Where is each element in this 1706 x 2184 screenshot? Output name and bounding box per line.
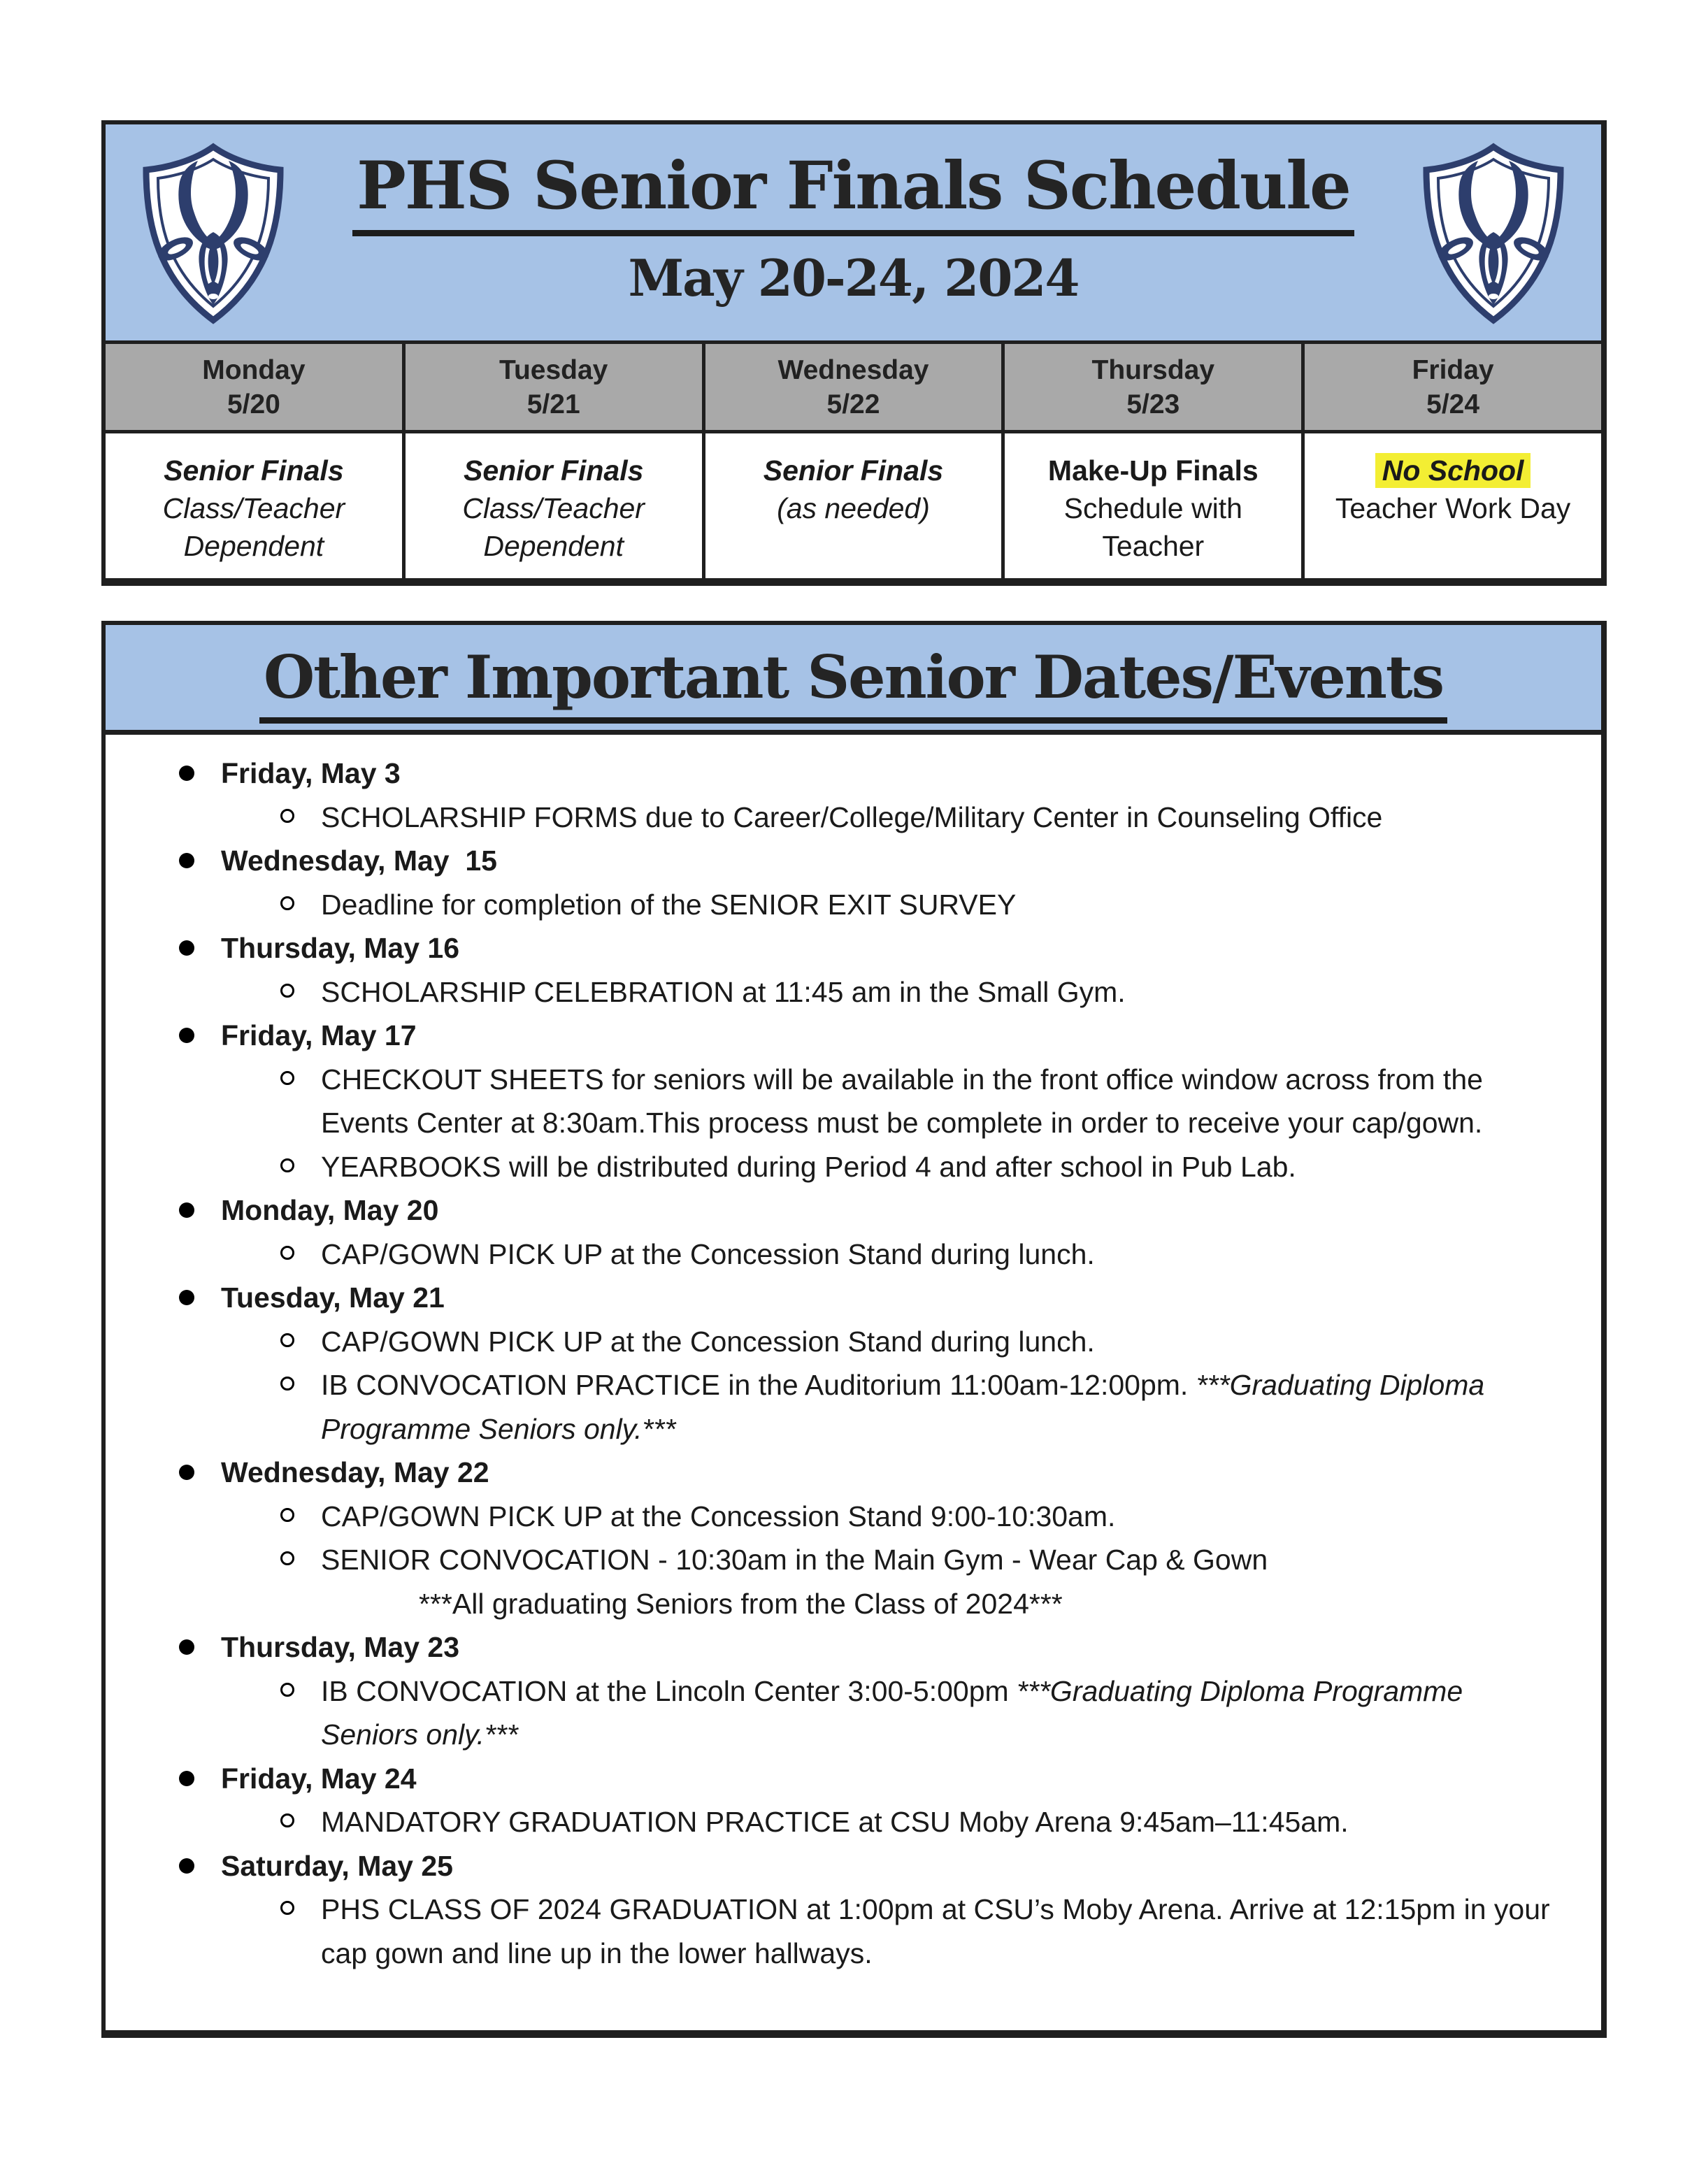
bullet-circle-icon <box>280 1508 294 1522</box>
event-item-line <box>321 1800 1559 1844</box>
event-item-text <box>321 1233 1559 1277</box>
event-item-extra-line: ***All graduating Seniors from the Class of 2024*** <box>419 1587 1063 1620</box>
event-day-row <box>179 1276 1559 1320</box>
event-item-line <box>321 796 1559 840</box>
finals-table-day-row <box>106 340 1601 433</box>
bullet-dot-icon <box>179 1202 194 1218</box>
event-item-row <box>179 1320 1559 1364</box>
event-item-text <box>321 1669 1559 1757</box>
event-day-label: Tuesday, May 21 <box>221 1281 445 1314</box>
event-item-line <box>321 1233 1559 1277</box>
event-item-text <box>321 1145 1559 1189</box>
event-day-row <box>179 926 1559 970</box>
bullet-circle-icon <box>280 1071 294 1085</box>
finals-table-body-row <box>106 433 1601 578</box>
bullet-circle-icon <box>280 1377 294 1391</box>
bullet-circle-icon <box>280 1246 294 1260</box>
schedule-cell-body: Schedule with Teacher <box>1063 492 1242 562</box>
finals-schedule-box <box>101 120 1607 586</box>
schedule-cell <box>106 433 406 578</box>
finals-header <box>106 124 1601 340</box>
event-item-run: SCHOLARSHIP FORMS due to Career/College/Military Center in Counseling Office <box>321 800 1383 833</box>
bullet-circle-icon <box>280 1813 294 1827</box>
schedule-cell <box>1305 433 1601 578</box>
event-item-line <box>321 883 1559 927</box>
bullet-dot-icon <box>179 1858 194 1874</box>
day-name: Friday <box>1412 354 1494 385</box>
event-item-row <box>179 1538 1559 1625</box>
event-item-row <box>179 1058 1559 1145</box>
day-date: 5/21 <box>526 389 580 419</box>
event-day-row <box>179 1625 1559 1669</box>
event-item-text <box>321 1320 1559 1364</box>
bullet-circle-icon <box>280 1551 294 1565</box>
schedule-cell-body: Class/Teacher Dependent <box>162 492 345 562</box>
schedule-cell-body: Class/Teacher Dependent <box>462 492 645 562</box>
event-day-row <box>179 839 1559 883</box>
event-item-row <box>179 1888 1559 1975</box>
event-item-run: CAP/GOWN PICK UP at the Concession Stand 9:00-10:30am. <box>321 1500 1116 1532</box>
event-day-row <box>179 1451 1559 1495</box>
event-day-label: Friday, May 3 <box>221 757 401 789</box>
bullet-circle-icon <box>280 1158 294 1172</box>
bullet-dot-icon <box>179 1639 194 1655</box>
bullet-dot-icon <box>179 1028 194 1043</box>
bullet-dot-icon <box>179 766 194 781</box>
day-header-cell <box>705 344 1005 430</box>
event-item-run: CHECKOUT SHEETS for seniors will be available in the front office window across from the Events Center at 8:30am.This process must be complete in order to receive your cap/gown. <box>321 1063 1491 1139</box>
schedule-cell <box>1005 433 1305 578</box>
event-item-text <box>321 1888 1559 1975</box>
event-item-text <box>321 1058 1559 1145</box>
bullet-dot-icon <box>179 1290 194 1305</box>
event-item-run: SCHOLARSHIP CELEBRATION at 11:45 am in the Small Gym. <box>321 975 1126 1008</box>
event-item-run: Deadline for completion of the SENIOR EXIT SURVEY <box>321 888 1017 921</box>
event-day-label: Thursday, May 16 <box>221 932 460 964</box>
bullet-dot-icon <box>179 1465 194 1480</box>
event-item-text <box>321 970 1559 1014</box>
event-item-line <box>321 1888 1559 1975</box>
page-title: PHS Senior Finals Schedule <box>106 124 1601 224</box>
event-item-run: SENIOR CONVOCATION - 10:30am in the Main Gym - Wear Cap & Gown <box>321 1544 1268 1576</box>
schedule-cell-title: Senior Finals <box>463 454 644 487</box>
day-date: 5/22 <box>826 389 880 419</box>
event-item-text <box>321 796 1559 840</box>
event-day-row <box>179 1844 1559 1888</box>
event-item-run-italic: ***Graduating Diploma Programme Seniors only.*** <box>321 1674 1471 1751</box>
event-item-text <box>321 883 1559 927</box>
bullet-circle-icon <box>280 809 294 823</box>
event-item-line <box>321 1320 1559 1364</box>
event-item-line <box>321 1058 1559 1145</box>
event-item-row <box>179 883 1559 927</box>
event-item-line <box>321 970 1559 1014</box>
day-header-cell <box>106 344 406 430</box>
event-item-run: PHS CLASS OF 2024 GRADUATION at 1:00pm at CSU’s Moby Arena. Arrive at 12:15pm in your cap gown and line up in the lower hallways. <box>321 1893 1558 1969</box>
schedule-cell-title: Make-Up Finals <box>1047 454 1259 487</box>
day-name: Tuesday <box>499 354 608 385</box>
schedule-cell-body: (as needed) <box>777 492 930 524</box>
schedule-cell <box>406 433 705 578</box>
event-item-run: CAP/GOWN PICK UP at the Concession Stand during lunch. <box>321 1237 1095 1270</box>
bullet-circle-icon <box>280 1333 294 1347</box>
event-item-text <box>321 1800 1559 1844</box>
event-item-line <box>321 1495 1559 1539</box>
day-name: Wednesday <box>777 354 929 385</box>
event-day-label: Wednesday, May 15 <box>221 845 497 877</box>
day-name: Monday <box>202 354 306 385</box>
event-item-text <box>321 1363 1559 1451</box>
event-item-run-italic: ***Graduating Diploma Programme Seniors only.*** <box>321 1369 1493 1445</box>
events-box <box>101 621 1607 2038</box>
events-list <box>106 735 1601 2030</box>
event-item-text <box>321 1495 1559 1539</box>
event-item-run: CAP/GOWN PICK UP at the Concession Stand during lunch. <box>321 1325 1095 1358</box>
event-item-run: IB CONVOCATION at the Lincoln Center 3:00-5:00pm <box>321 1674 1017 1707</box>
event-item-run: MANDATORY GRADUATION PRACTICE at CSU Moby Arena 9:45am–11:45am. <box>321 1806 1349 1838</box>
event-day-row <box>179 752 1559 796</box>
date-range: May 20-24, 2024 <box>628 248 1079 308</box>
bullet-circle-icon <box>280 1683 294 1697</box>
schedule-cell-title: Senior Finals <box>164 454 344 487</box>
day-header-cell <box>1005 344 1305 430</box>
bullet-circle-icon <box>280 1901 294 1915</box>
event-item-line <box>321 1538 1559 1582</box>
schedule-cell-body: Teacher Work Day <box>1335 492 1571 524</box>
day-name: Thursday <box>1091 354 1215 385</box>
event-day-label: Wednesday, May 22 <box>221 1456 489 1488</box>
event-day-label: Friday, May 24 <box>221 1762 417 1795</box>
event-day-row <box>179 1014 1559 1058</box>
event-item-line <box>321 1669 1559 1757</box>
event-item-line <box>321 1363 1559 1451</box>
bullet-circle-icon <box>280 896 294 910</box>
day-date: 5/24 <box>1426 389 1480 419</box>
events-section-title: Other Important Senior Dates/Events <box>259 644 1447 711</box>
event-item-row <box>179 1363 1559 1451</box>
event-item-row <box>179 1145 1559 1189</box>
day-date: 5/23 <box>1126 389 1180 419</box>
event-item-row <box>179 970 1559 1014</box>
event-day-label: Thursday, May 23 <box>221 1631 460 1663</box>
schedule-cell <box>705 433 1005 578</box>
event-item-row <box>179 796 1559 840</box>
event-item-line <box>321 1145 1559 1189</box>
event-day-row <box>179 1188 1559 1233</box>
bullet-circle-icon <box>280 984 294 998</box>
school-crest-impala-icon <box>135 143 292 324</box>
event-item-row <box>179 1800 1559 1844</box>
day-header-cell <box>1305 344 1601 430</box>
bullet-dot-icon <box>179 853 194 868</box>
event-item-text <box>321 1538 1559 1625</box>
events-header <box>106 625 1601 735</box>
day-header-cell <box>406 344 705 430</box>
bullet-dot-icon <box>179 940 194 956</box>
event-item-row <box>179 1495 1559 1539</box>
event-item-run: IB CONVOCATION PRACTICE in the Auditorium 11:00am-12:00pm. <box>321 1369 1196 1401</box>
event-day-label: Monday, May 20 <box>221 1194 439 1226</box>
bullet-dot-icon <box>179 1771 194 1786</box>
event-day-label: Friday, May 17 <box>221 1019 417 1051</box>
schedule-cell-title <box>1313 452 1593 489</box>
schedule-cell-title: Senior Finals <box>763 454 944 487</box>
highlighted-text: No School <box>1375 453 1531 488</box>
event-day-label: Saturday, May 25 <box>221 1849 453 1882</box>
event-item-row <box>179 1669 1559 1757</box>
event-day-row <box>179 1757 1559 1801</box>
event-item-run: YEARBOOKS will be distributed during Period 4 and after school in Pub Lab. <box>321 1150 1296 1183</box>
school-crest-impala-icon <box>1415 143 1572 324</box>
event-item-row <box>179 1233 1559 1277</box>
day-date: 5/20 <box>227 389 280 419</box>
